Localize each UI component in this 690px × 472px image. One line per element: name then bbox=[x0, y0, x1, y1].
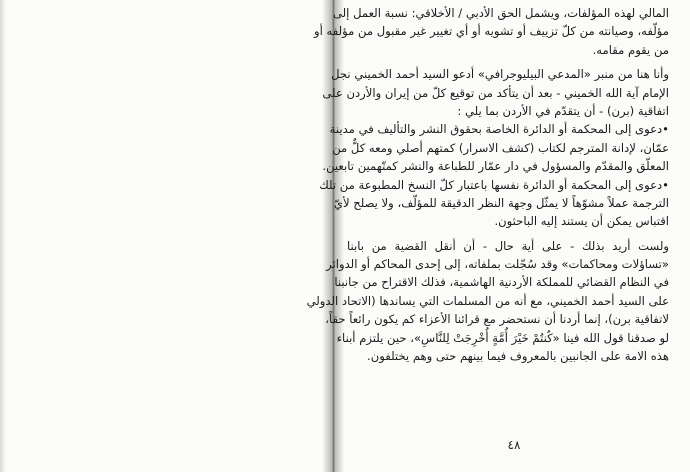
text-line: لاتفاقية برن)، إنما أردنا أن نستحضر مع قرائنا الأعزاء كم يكون رائعاً حقاً، bbox=[325, 312, 669, 327]
page-number: ٤٨ bbox=[507, 438, 521, 452]
text-line: على السيد أحمد الخميني، مع أنه من المسلمات التي يساندها (الاتحاد الدولي bbox=[306, 293, 669, 308]
text-line: هذه الامة على الجانبين بالمعروف فيما بينهم حتى وهم يختلفون. bbox=[367, 349, 669, 364]
text-line: «تساؤلات ومحاكمات» وقد سُجّلت بملفاته، إلى إحدى المحاكم أو الدوائر bbox=[326, 257, 669, 272]
text-line: لو صدقنا قول الله فينا «كُنتُمْ خَيْرَ أُمَّةٍ أُخْرِجَتْ لِلنَّاسِ»، حين يلتزم أبناء bbox=[336, 330, 669, 345]
text-line: وأنا هنا من منبر «المدعي البيليوجرافي» أدعو السيد أحمد الخميني نجل bbox=[331, 67, 669, 82]
text-line: من يقوم مقامه. bbox=[592, 42, 669, 57]
text-line: المالي لهذه المؤلفات، ويشمل الحق الأدبي / الأخلاقي: نسبة العمل إلى bbox=[332, 6, 669, 20]
text-line: ولست أريد بذلك - على أية حال - أن أنقل القضية من بابنا bbox=[347, 238, 669, 253]
text-line: في النظام القضائي للمملكة الأردنية الهاشمية، فذلك الاقتراح من جانبنا bbox=[334, 275, 669, 290]
left-page-edge bbox=[0, 0, 6, 472]
text-line: الإمام آية الله الخميني - بعد أن يتأكد من توقيع كلّ من إيران والأردن على bbox=[322, 85, 669, 100]
left-page-blank bbox=[0, 0, 330, 472]
text-line: •دعوى إلى المحكمة أو الدائرة الخاصة بحقوق النشر والتأليف في مدينة bbox=[329, 122, 669, 137]
body-text bbox=[306, 4, 669, 365]
text-line: اتفاقية (برن) - أن يتقدّم في الأردن بما يلي : bbox=[457, 103, 669, 118]
text-line: اقتباس يمكن أن يستند إليه الباحثون. bbox=[494, 214, 669, 229]
text-line: •دعوى إلى المحكمة أو الدائرة نفسها باعتبار كلّ النسخ المطبوعة من تلك bbox=[319, 177, 669, 192]
text-line: عمّان، لإدانة المترجم لكتاب (كشف الاسرار) كمتهم أصلي ومعه كلٌّ من bbox=[332, 140, 669, 155]
right-page bbox=[306, 0, 690, 472]
text-line: مؤلّفه، وصيانته من كلّ تزييف أو تشويه أو أي تغيير غير مقبول من مؤلفه أو bbox=[313, 24, 669, 39]
text-line: المعلّق والمقدّم والمسؤول في دار عمّار للطباعة والنشر كمتّهمين تابعين. bbox=[322, 159, 669, 174]
text-line: الترجمة عملاً مشوّهاً لا يمثّل وجهة النظر الدقيقة للمؤلّف، ولا يصلح لأيّ bbox=[333, 195, 669, 210]
